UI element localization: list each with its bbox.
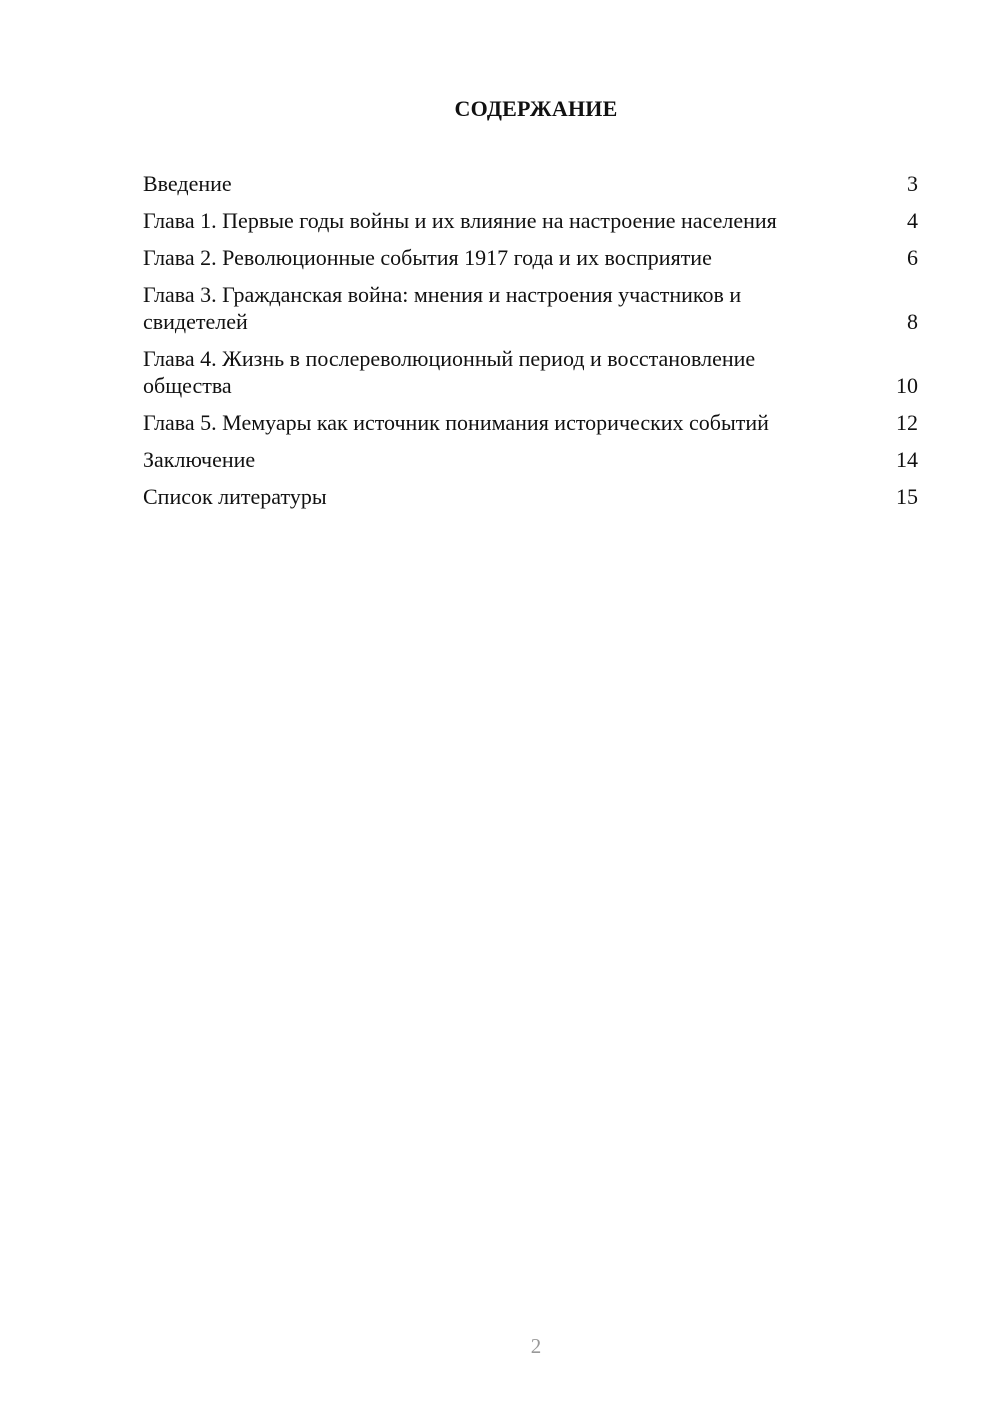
toc-entry-page-number: 10: [896, 373, 918, 398]
page-title: СОДЕРЖАНИЕ: [454, 96, 618, 121]
toc-entry-bibliography[interactable]: [143, 483, 918, 510]
toc-entry-page-number: 4: [907, 208, 918, 233]
toc-entry-conclusion[interactable]: [143, 446, 918, 473]
toc-entry-label: Глава 2. Революционные события 1917 года и их восприятие: [143, 245, 712, 270]
toc-entry-label: Глава 3. Гражданская война: мнения и настроения участников и свидетелей: [143, 282, 742, 334]
page-number: 2: [530, 1334, 542, 1358]
toc-entry-chapter-2[interactable]: [143, 244, 918, 271]
toc-entry-page-number: 6: [907, 245, 918, 270]
toc-entry-page-number: 12: [896, 410, 918, 435]
toc-entry-introduction[interactable]: [143, 170, 918, 197]
toc-entry-label: Введение: [143, 171, 232, 196]
toc-entry-page-number: 15: [896, 484, 918, 509]
toc-entry-chapter-4[interactable]: [143, 345, 918, 399]
toc-entry-label: Глава 4. Жизнь в послереволюционный период и восстановление общества: [143, 346, 756, 398]
toc-entry-chapter-3[interactable]: [143, 281, 918, 335]
toc-entry-label: Глава 5. Мемуары как источник понимания исторических событий: [143, 410, 769, 435]
toc-entry-page-number: 14: [896, 447, 918, 472]
toc-entry-page-number: 8: [907, 309, 918, 334]
toc-entry-chapter-1[interactable]: [143, 207, 918, 234]
table-of-contents: [143, 170, 918, 520]
toc-entry-chapter-5[interactable]: [143, 409, 918, 436]
toc-entry-label: Заключение: [143, 447, 256, 472]
toc-entry-label: Глава 1. Первые годы войны и их влияние на настроение населения: [143, 208, 777, 233]
toc-entry-page-number: 3: [907, 171, 918, 196]
toc-entry-label: Список литературы: [143, 484, 327, 509]
